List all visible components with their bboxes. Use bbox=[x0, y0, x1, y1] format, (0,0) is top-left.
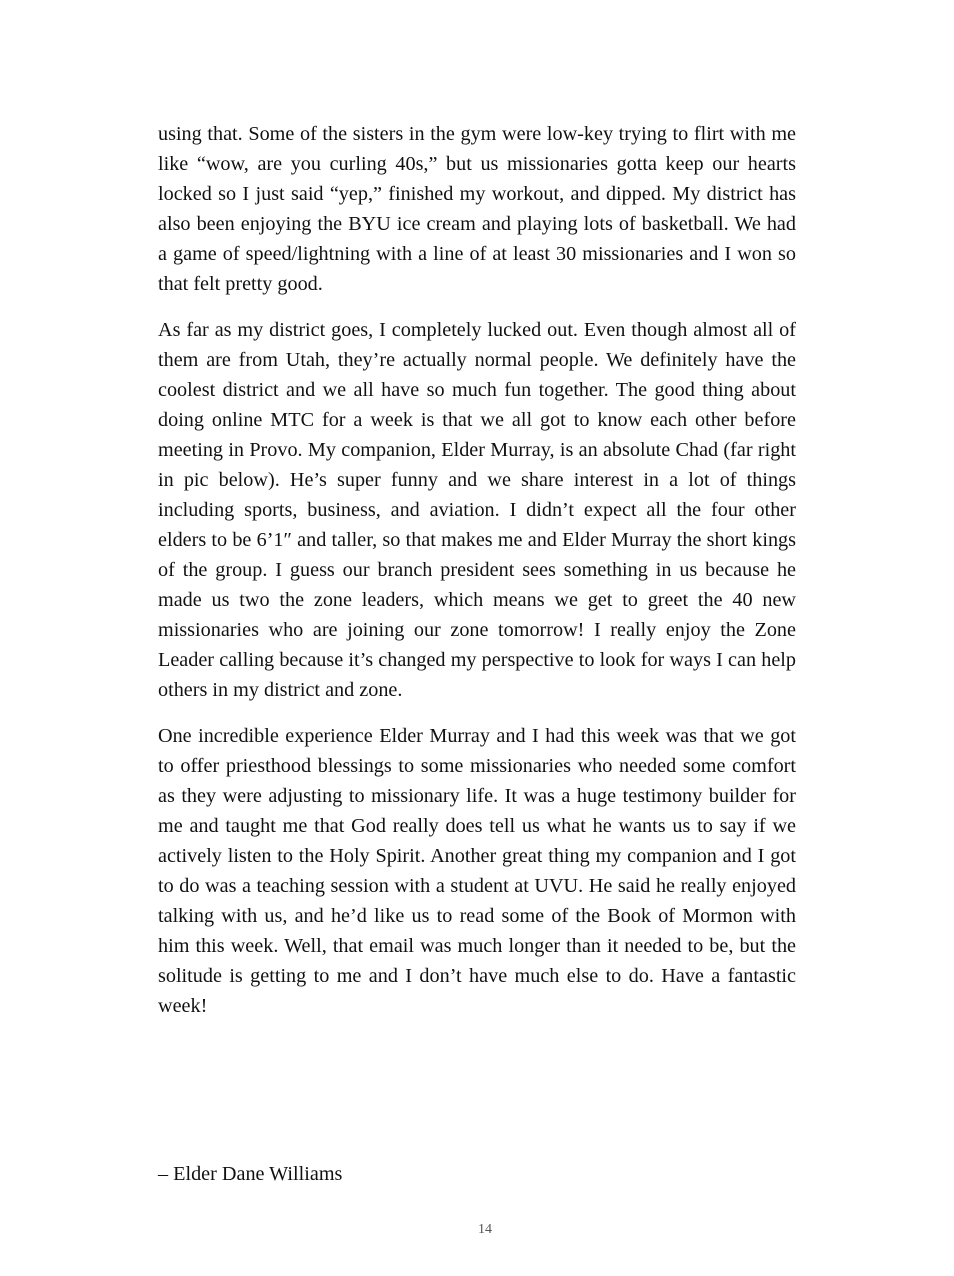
page-number: 14 bbox=[478, 1222, 492, 1237]
signature: – Elder Dane Williams bbox=[158, 1163, 343, 1185]
body-text bbox=[158, 119, 796, 1037]
paragraph-gym: using that. Some of the sisters in the gym were low-key trying to flirt with me like “wow, are you curling 40s,” but us missionaries gotta keep our hearts locked so I just said “yep,” finished my workout, and dipped. My district has also been enjoying the BYU ice cream and playing lots of basketball. We had a game of speed/lightning with a line of at least 30 missionaries and I won so that felt pretty good. bbox=[158, 123, 796, 295]
paragraph-experience: One incredible experience Elder Murray and I had this week was that we got to offer priesthood blessings to some missionaries who needed some comfort as they were adjusting to missionary life. It was a huge testimony builder for me and taught me that God really does tell us what he wants us to say if we actively listen to the Holy Spirit. Another great thing my companion and I got to do was a teaching session with a student at UVU. He said he really enjoyed talking with us, and he’d like us to read some of the Book of Mormon with him this week. Well, that email was much longer than it needed to be, but the solitude is getting to me and I don’t have much else to do. Have a fantastic week! bbox=[158, 725, 796, 1017]
paragraph-district: As far as my district goes, I completely lucked out. Even though almost all of them are from Utah, they’re actually normal people. We definitely have the coolest district and we all have so much fun together. The good thing about doing online MTC for a week is that we all got to know each other before meeting in Provo. My companion, Elder Murray, is an absolute Chad (far right in pic below). He’s super funny and we share interest in a lot of things including sports, business, and aviation. I didn’t expect all the four other elders to be 6’1″ and taller, so that makes me and Elder Murray the short kings of the group. I guess our branch president sees something in us because he made us two the zone leaders, which means we get to greet the 40 new missionaries who are joining our zone tomorrow! I really enjoy the Zone Leader calling because it’s changed my perspective to look for ways I can help others in my district and zone. bbox=[158, 319, 796, 701]
